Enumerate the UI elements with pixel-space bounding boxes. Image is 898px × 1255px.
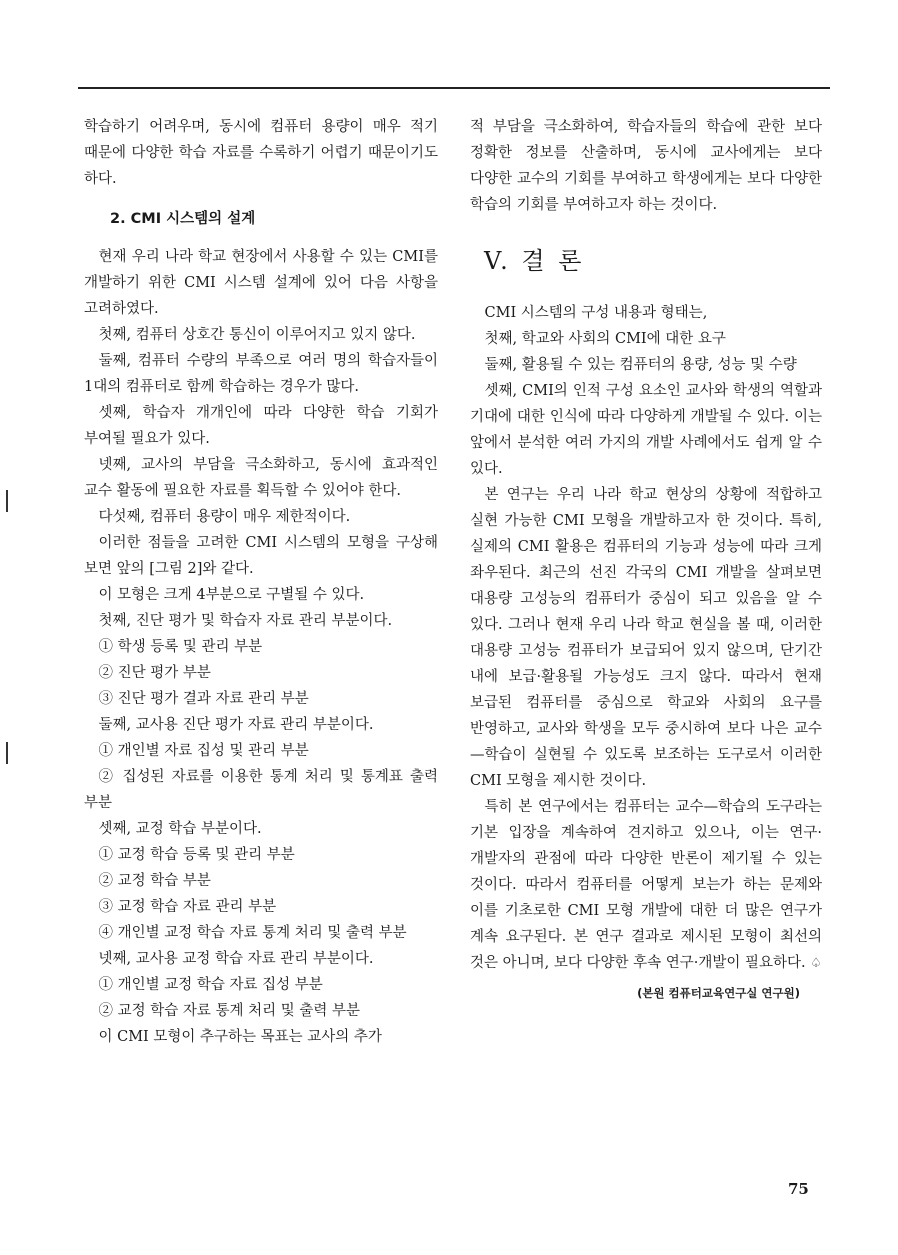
parts-intro: 이 모형은 크게 4부분으로 구별될 수 있다.	[98, 587, 365, 603]
list-item: 둘째, 컴퓨터 수량의 부족으로 여러 명의 학습자들이 1대의 컴퓨터로 함께 학습하는 경우가 많다.	[84, 353, 438, 395]
list-item: ③ 교정 학습 자료 관리 부분	[98, 899, 277, 915]
intro-paragraph: 학습하기 어려우며, 동시에 컴퓨터 용량이 매우 적기 때문에 다양한 학습 자료를 수록하기 어렵기 때문이기도 하다.	[84, 119, 438, 187]
margin-mark-top	[6, 490, 8, 512]
part-title: 둘째, 교사용 진단 평가 자료 관리 부분이다.	[98, 717, 374, 733]
list-item: ① 개인별 자료 집성 및 관리 부분	[98, 743, 309, 759]
list-item: ④ 개인별 교정 학습 자료 통계 처리 및 출력 부분	[98, 925, 407, 941]
list-item: 넷째, 교사의 부담을 극소화하고, 동시에 효과적인 교수 활동에 필요한 자료를 획득할 수 있어야 한다.	[84, 457, 438, 499]
closing-line: 이 CMI 모형이 추구하는 목표는 교사의 추가	[98, 1029, 382, 1045]
conclusion-list	[470, 300, 822, 482]
part-title: 넷째, 교사용 교정 학습 자료 관리 부분이다.	[98, 951, 374, 967]
section-title: V. 결 론	[484, 247, 585, 275]
part1-list	[84, 608, 438, 712]
list-item: ② 교정 학습 부분	[98, 873, 211, 889]
list-item: ① 학생 등록 및 관리 부분	[98, 639, 263, 655]
list-item: ① 개인별 교정 학습 자료 집성 부분	[98, 977, 323, 993]
body-paragraph-1: 본 연구는 우리 나라 학교 현상의 상황에 적합하고 실현 가능한 CMI 모형을 개발하고자 한 것이다. 특히, 실제의 CMI 활용은 컴퓨터의 기능과 성능에 따라 크게 좌우된다. 최근의 선진 각국의 CMI 개발을 살펴보면 대용량 고성능의 컴퓨터가 중심이 되고 있음을 알 수 있다. 그러나 현재 우리 나라 학교 현실을 볼 때, 이러한 대용량 고성능 컴퓨터가 보급되어 있지 않으며, 단기간 내에 보급·활용될 가능성도 크지 않다. 따라서 현재 보급된 컴퓨터를 중심으로 학교와 사회의 요구를 반영하고, 교사와 학생을 모두 중시하여 보다 나은 교수—학습이 실현될 수 있도록 보조하는 도구로서 이러한 CMI 모형을 제시한 것이다.	[470, 487, 822, 789]
left-column	[84, 114, 438, 1050]
design-paragraph: 이러한 점들을 고려한 CMI 시스템의 모형을 구상해 보면 앞의 [그림 2]와 같다.	[84, 535, 438, 577]
list-item: ① 교정 학습 등록 및 관리 부분	[98, 847, 295, 863]
part2-list	[84, 712, 438, 816]
list-item: 셋째, CMI의 인적 구성 요소인 교사와 학생의 역할과 기대에 대한 인식에 따라 다양하게 개발될 수 있다. 이는 앞에서 분석한 여러 가지의 개발 사례에서도 쉽게 알 수 있다.	[470, 383, 822, 477]
list-item: ③ 진단 평가 결과 자료 관리 부분	[98, 691, 309, 707]
considerations-list	[84, 322, 438, 530]
right-column	[470, 114, 822, 1003]
list-item: 셋째, 학습자 개개인에 따라 다양한 학습 기회가 부여될 필요가 있다.	[84, 405, 438, 447]
page-number: 75	[788, 1180, 809, 1198]
list-item: ② 집성된 자료를 이용한 통계 처리 및 통계표 출력 부분	[84, 769, 438, 811]
list-item: ② 교정 학습 자료 통계 처리 및 출력 부분	[98, 1003, 360, 1019]
list-item: CMI 시스템의 구성 내용과 형태는,	[484, 305, 708, 321]
part-title: 첫째, 진단 평가 및 학습자 자료 관리 부분이다.	[98, 613, 393, 629]
lead-paragraph: 현재 우리 나라 학교 현장에서 사용할 수 있는 CMI를 개발하기 위한 CMI 시스템 설계에 있어 다음 사항을 고려하였다.	[84, 249, 438, 317]
continuation-paragraph: 적 부담을 극소화하여, 학습자들의 학습에 관한 보다 정확한 정보를 산출하며, 동시에 교사에게는 보다 다양한 교수의 기회를 부여하고 학생에게는 보다 다양한 학습의 기회를 부여하고자 하는 것이다.	[470, 119, 822, 213]
list-item: 첫째, 학교와 사회의 CMI에 대한 요구	[484, 331, 726, 347]
part-title: 셋째, 교정 학습 부분이다.	[98, 821, 262, 837]
part4-list	[84, 946, 438, 1024]
body-paragraph-2	[470, 794, 822, 977]
author-credit: (본원 컴퓨터교육연구실 연구원)	[637, 986, 800, 1000]
list-item: ② 진단 평가 부분	[98, 665, 211, 681]
subheading: 2. CMI 시스템의 설계	[110, 211, 256, 227]
body-paragraph-2-text: 특히 본 연구에서는 컴퓨터는 교수—학습의 도구라는 기본 입장을 계속하여 견지하고 있으나, 이는 연구·개발자의 관점에 따라 다양한 반론이 제기될 수 있는 것이다. 따라서 컴퓨터를 어떻게 보는가 하는 문제와 이를 기초로한 CMI 모형 개발에 대한 더 많은 연구가 계속 요구된다. 본 연구 결과로 제시된 모형이 최선의 것은 아니며, 보다 다양한 후속 연구·개발이 필요하다.	[470, 799, 822, 971]
list-item: 다섯째, 컴퓨터 용량이 매우 제한적이다.	[98, 509, 351, 525]
list-item: 첫째, 컴퓨터 상호간 통신이 이루어지고 있지 않다.	[98, 327, 416, 343]
part3-list	[84, 816, 438, 946]
end-mark-icon: ♤	[810, 956, 822, 971]
header-rule	[78, 87, 830, 89]
margin-mark-bottom	[6, 742, 8, 764]
list-item: 둘째, 활용될 수 있는 컴퓨터의 용량, 성능 및 수량	[484, 357, 797, 373]
